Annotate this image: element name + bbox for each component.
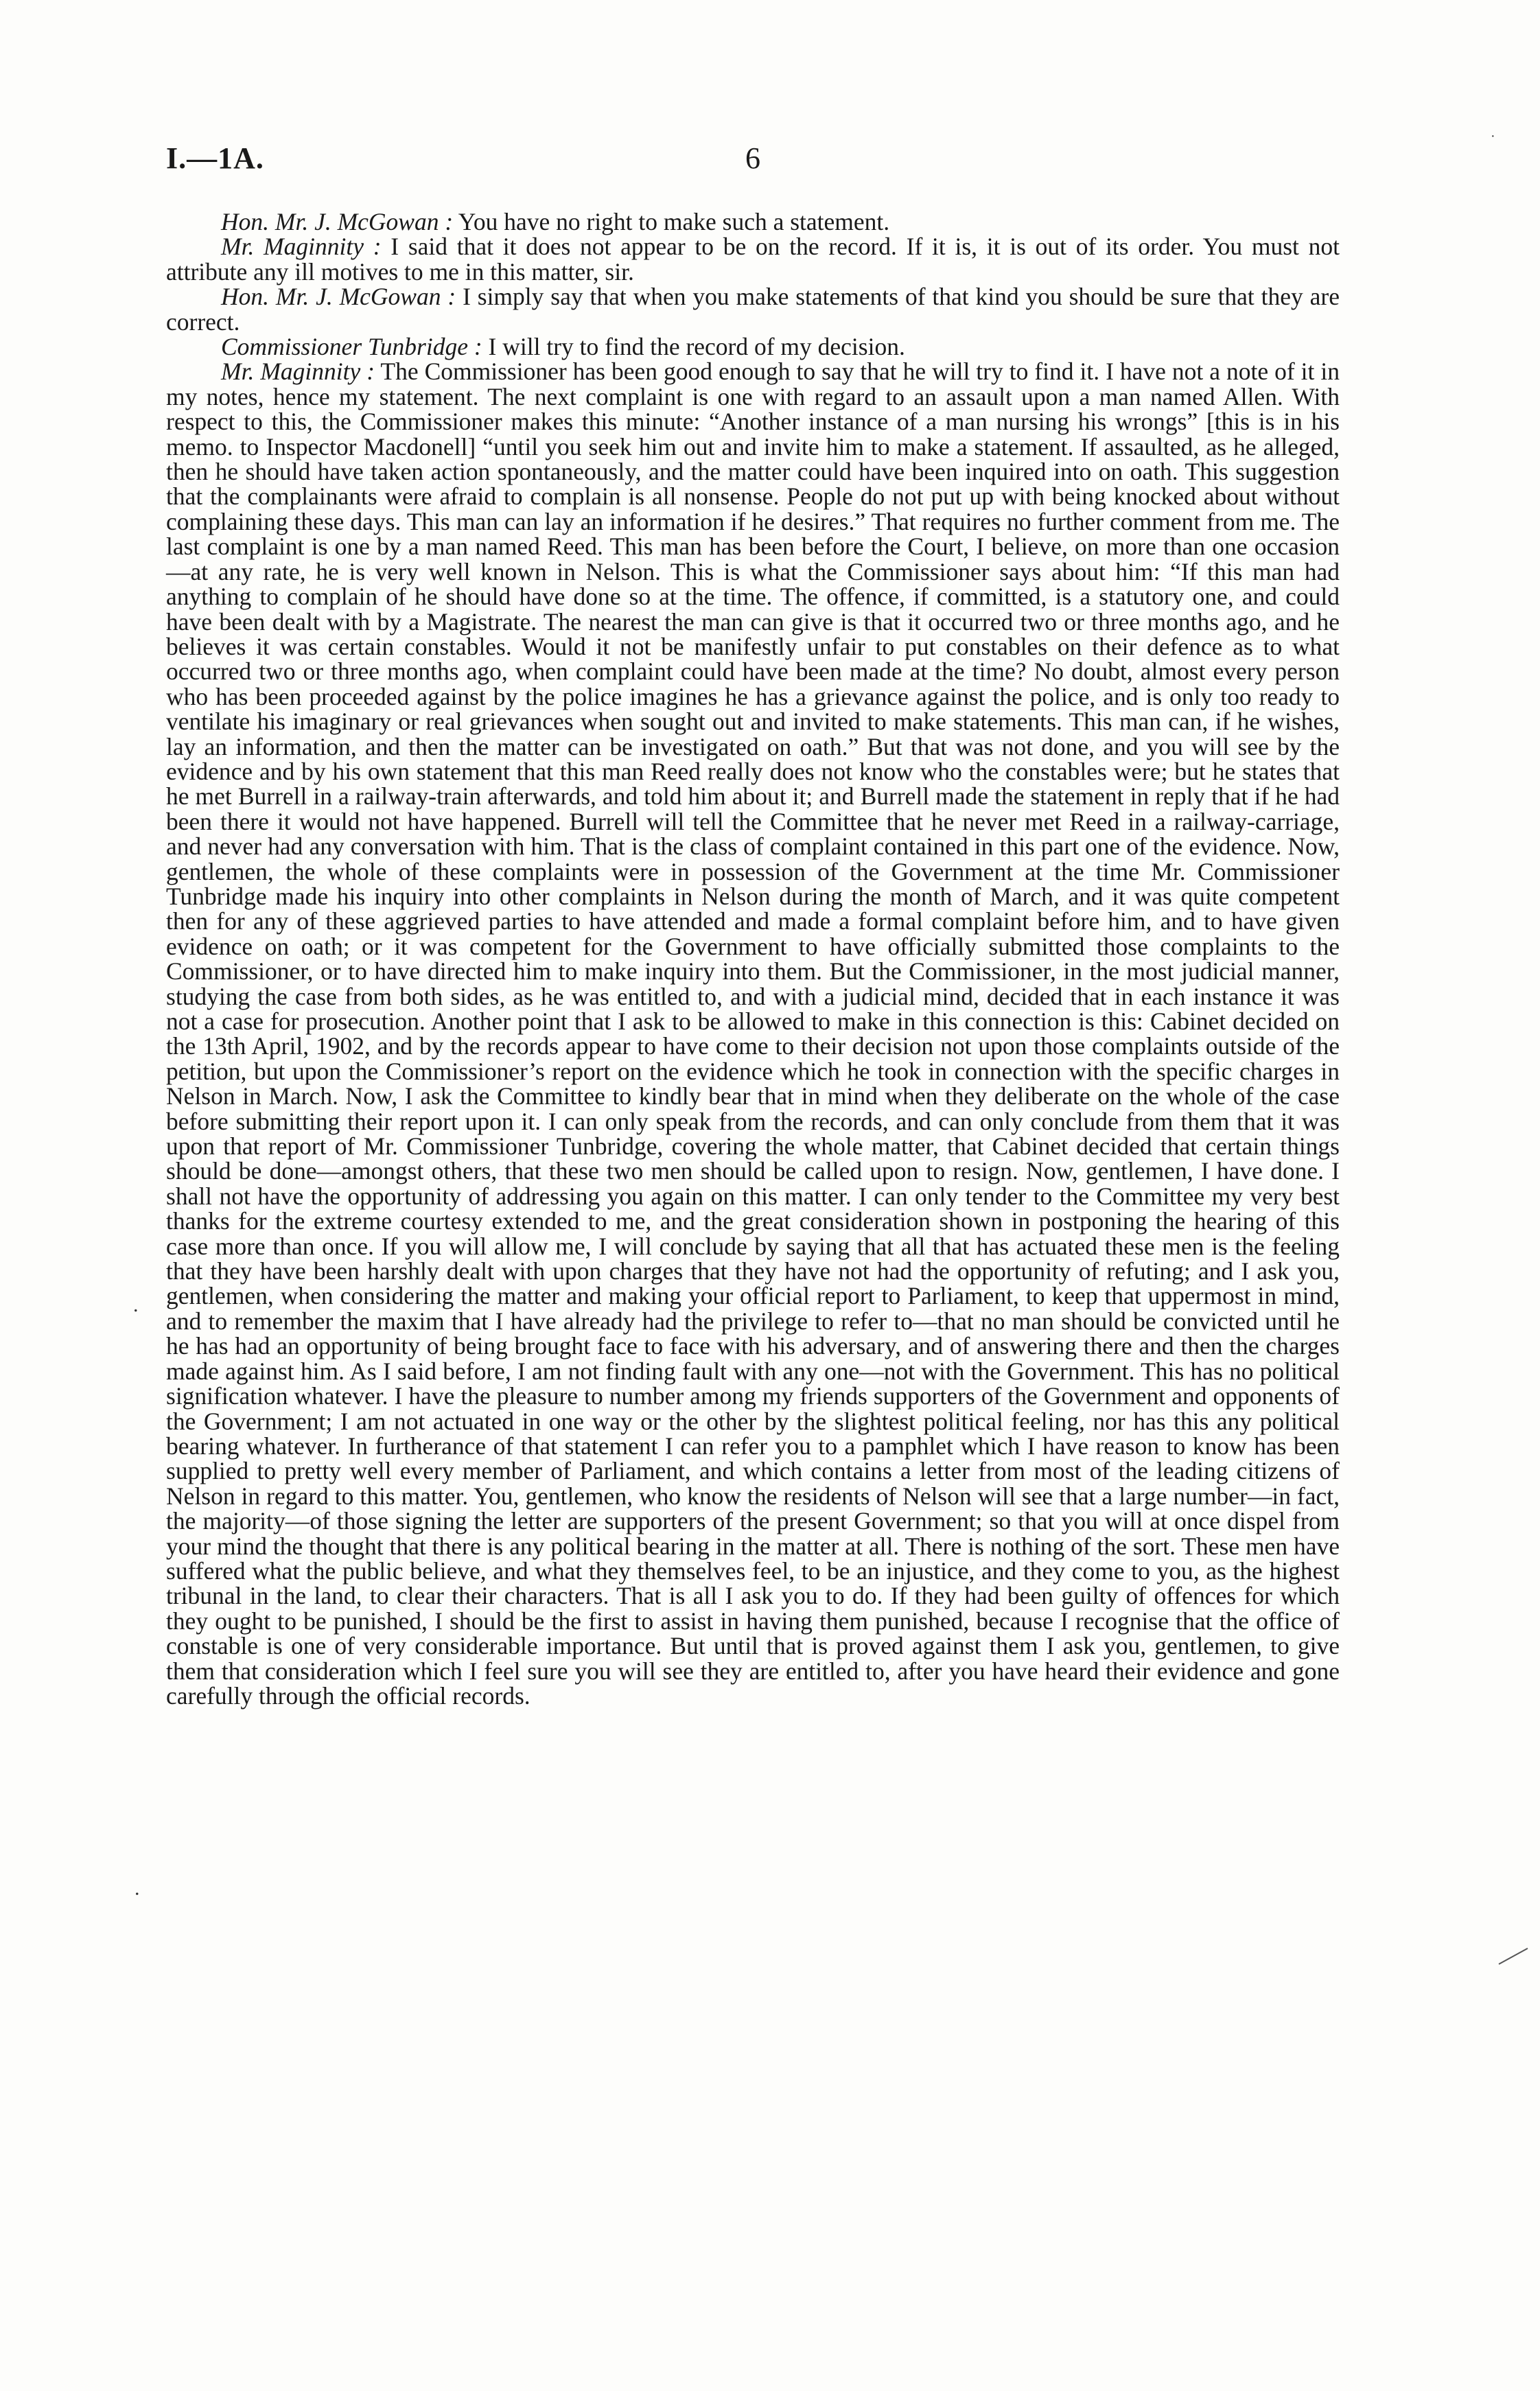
paragraph <box>166 334 1340 359</box>
margin-mark-icon: . <box>133 1294 139 1316</box>
speaker-name: Commissioner Tunbridge : <box>221 333 482 361</box>
page-number: 6 <box>745 141 760 175</box>
scan-speck-icon: · <box>1491 129 1495 144</box>
paragraph-text: The Commissioner has been good enough to say that he will try to find it. I have not a note of it in my notes, hence my statement. The next complaint is one with regard to an assault upon a man named Allen. With respect to this, the Commissioner makes this minute: “Another instance of a man nursing his wrongs” [this is in his memo. to Inspector Macdonell] “until you seek him out and invite him to make a statement. If assaulted, as he alleged, then he should have taken action spontaneously, and the matter could have been inquired into on oath. This suggestion that the complainants were afraid to complain is all nonsense. People do not put up with being knocked about without complaining these days. This man can lay an information if he desires.” That requires no further comment from me. The last complaint is one by a man named Reed. This man has been before the Court, I believe, on more than one occasion—at any rate, he is very well known in Nelson. This is what the Commissioner says about him: “If this man had anything to complain of he should have done so at the time. The offence, if committed, is a statutory one, and could have been dealt with by a Magistrate. The nearest the man can give is that it occurred two or three months ago, and he believes it was certain constables. Would it not be manifestly unfair to put constables on their defence as to what occurred two or three months ago, when complaint could have been made at the time? No doubt, almost every person who has been proceeded against by the police imagines he has a grievance against the police, and is only too ready to ventilate his imaginary or real grievances when sought out and invited to make statements. This man can, if he wishes, lay an information, and then the matter can be investigated on oath.” But that was not done, and you will see by the evidence and by his own statement that this man Reed really does not know who the constables were; but he states that he met Burrell in a railway-train afterwards, and told him about it; and Burrell made the statement in reply that if he had been there it would not have happened. Burrell will tell the Committee that he never met Reed in a railway-carriage, and never had any conversation with him. That is the class of complaint contained in this part one of the evidence. Now, gentlemen, the whole of these complaints were in possession of the Government at the time Mr. Commissioner Tunbridge made his inquiry into other complaints in Nelson during the month of March, and it was quite competent then for any of these aggrieved parties to have attended and made a formal complaint before him, and to have given evidence on oath; or it was competent for the Government to have officially submitted those complaints to the Commissioner, or to have directed him to make inquiry into them. But the Commissioner, in the most judicial manner, studying the case from both sides, as he was entitled to, and with a judicial mind, decided that in each instance it was not a case for prosecution. Another point that I ask to be allowed to make in this connection is this: Cabinet decided on the 13th April, 1902, and by the records appear to have come to their decision not upon those complaints outside of the petition, but upon the Commissioner’s report on the evidence which he took in connection with the specific charges in Nelson in March. Now, I ask the Committee to kindly bear that in mind when they deliberate on the whole of the case before submitting their report upon it. I can only speak from the records, and can only conclude from them that it was upon that report of Mr. Commissioner Tunbridge, covering the whole matter, that Cabinet decided that certain things should be done—amongst others, that these two men should be called upon to resign. Now, gentlemen, I have done. I shall not have the opportunity of addressing you again on this matter. I can only tender to the Committee my very best thanks for the extreme courtesy extended to me, and the great consideration shown in postponing the hearing of this case more than once. If you will allow me, I will conclude by saying that all that has actuated these men is the feeling that they have been harshly dealt with upon charges that they have not had the opportunity of refuting; and I ask you, gentlemen, when considering the matter and making your official report to Parliament, to keep that uppermost in mind, and to remember the maxim that I have already had the privilege to refer to—that no man should be convicted until he he has had an opportunity of being brought face to face with his adversary, and of answering there and then the charges made against him. As I said before, I am not finding fault with any one—not with the Government. This has no political signification whatever. I have the pleasure to number among my friends supporters of the Government and opponents of the Government; I am not actuated in one way or the other by the slightest political feeling, nor has this any political bearing whatever. In furtherance of that statement I can refer you to a pamphlet which I have reason to know has been supplied to pretty well every member of Parliament, and which contains a letter from most of the leading citizens of Nelson in regard to this matter. You, gentlemen, who know the residents of Nelson will see that a large number—in fact, the majority—of those signing the letter are supporters of the present Government; so that you will at once dispel from your mind the thought that there is any political bearing in the matter at all. There is nothing of the sort. These men have suffered what the public believe, and what they themselves feel, to be an injustice, and they come to you, as the highest tribunal in the land, to clear their characters. That is all I ask you to do. If they had been guilty of offences for which they ought to be punished, I should be the first to assist in having them punished, because I recognise that the office of constable is one of very considerable importance. But until that is proved against them I ask you, gentlemen, to give them that consideration which I feel sure you will see they are entitled to, after you have heard their evidence and gone carefully through the official records. <box>166 358 1340 1710</box>
pencil-stroke-icon <box>1496 1946 1530 1966</box>
speaker-name: Mr. Maginnity : <box>221 358 375 386</box>
paragraph-text: You have no right to make such a statement. <box>458 208 890 235</box>
document-reference: I.—1A. <box>166 141 264 175</box>
margin-mark-icon: . <box>135 1877 140 1900</box>
paragraph-text: I will try to find the record of my decision. <box>488 333 905 361</box>
paragraph <box>166 359 1340 1708</box>
paragraph-text: I simply say that when you make statements of that kind you should be sure that they are correct. <box>166 283 1340 336</box>
speaker-name: Mr. Maginnity : <box>221 233 382 261</box>
page-header <box>166 141 1340 182</box>
paragraph <box>166 284 1340 334</box>
paragraph <box>166 234 1340 284</box>
speaker-name: Hon. Mr. J. McGowan : <box>221 208 454 235</box>
document-body <box>166 209 1340 1708</box>
paragraph-text: I said that it does not appear to be on the record. If it is, it is out of its order. You must not attribute any ill motives to me in this matter, sir. <box>166 233 1340 285</box>
paragraph <box>166 209 1340 234</box>
speaker-name: Hon. Mr. J. McGowan : <box>221 283 456 311</box>
